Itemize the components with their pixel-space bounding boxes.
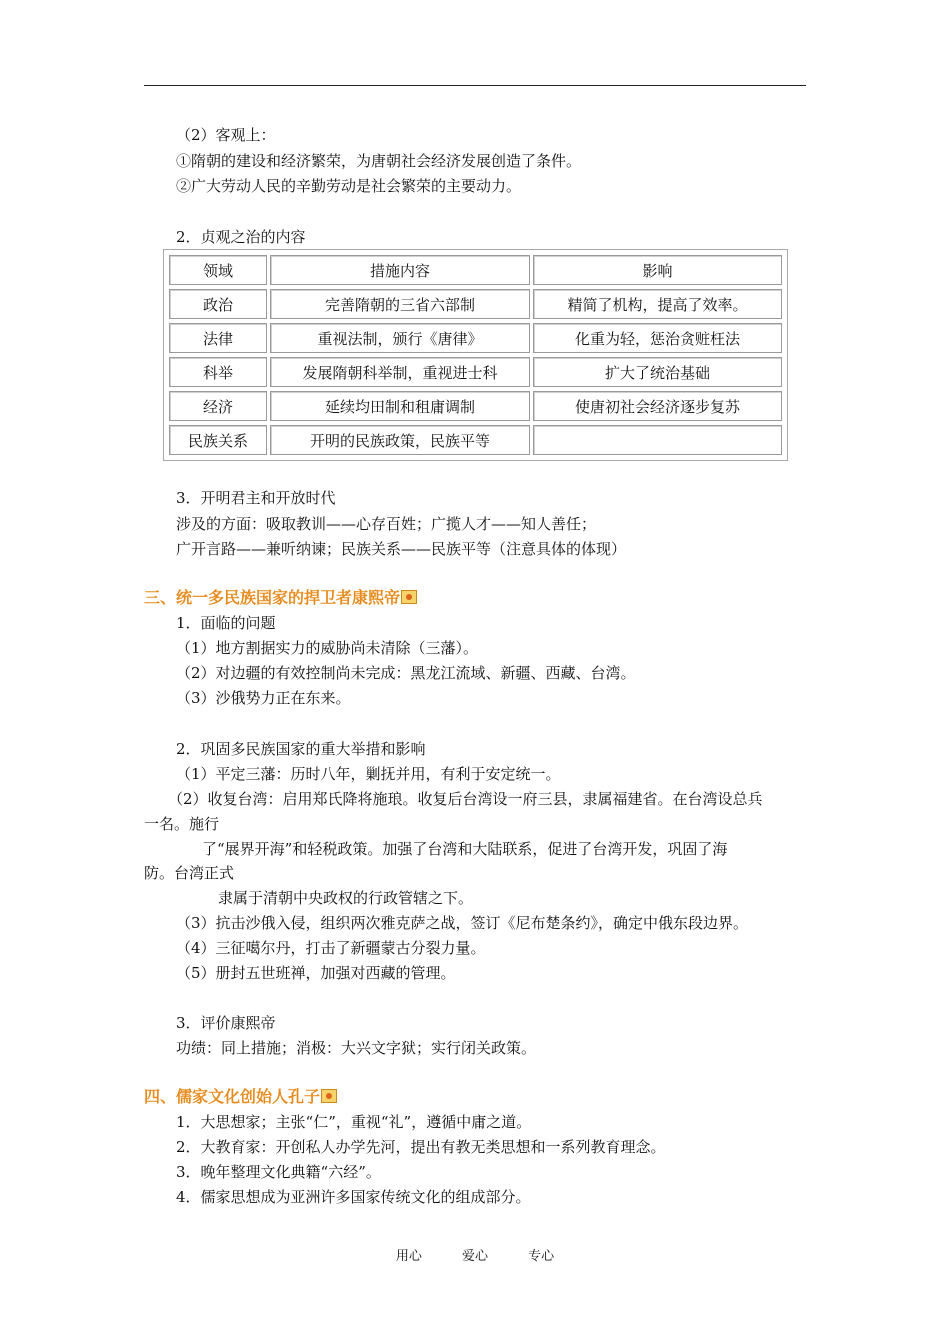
section-heading-kongzi [144,1086,337,1108]
table-cell: 延续均田制和租庸调制 [270,391,530,421]
kangxi-p1-item: （1）地方割据实力的威胁尚未清除（三藩）。 [176,639,479,657]
kaiming-title: 3．开明君主和开放时代 [176,489,336,507]
kangxi-p1-item: （3）沙俄势力正在东来。 [176,689,351,707]
table-cell: 精简了机构，提高了效率。 [533,289,782,319]
kangxi-p2-item: （3）抗击沙俄入侵，组织两次雅克萨之战，签订《尼布楚条约》，确定中俄东段边界。 [176,914,749,932]
line-objective: （2）客观上： [176,126,276,144]
page-footer [0,1248,950,1266]
table-cell: 法律 [169,323,267,353]
kangxi-p2-item: 隶属于清朝中央政权的行政管辖之下。 [218,889,474,907]
table-cell: 化重为轻，惩治贪赃枉法 [533,323,782,353]
zhenguan-title: 2．贞观之治的内容 [176,228,306,246]
kangxi-p2-item: 了“展界开海”和轻税政策。加强了台湾和大陆联系，促进了台湾开发，巩固了海 [202,840,728,858]
section-heading-text: 三、统一多民族国家的捍卫者康熙帝 [144,588,401,607]
zhenguan-table [163,249,788,461]
table-cell: 使唐初社会经济逐步复苏 [533,391,782,421]
kangxi-p2-item: （1）平定三藩：历时八年，剿抚并用，有利于安定统一。 [176,765,561,783]
kangxi-p1-item: （2）对边疆的有效控制尚未完成：黑龙江流域、新疆、西藏、台湾。 [176,664,636,682]
footer-word: 专心 [528,1249,555,1264]
footer-word: 用心 [395,1249,422,1264]
section-heading-kangxi [144,587,417,609]
table-header-cell: 措施内容 [270,255,530,285]
kangxi-p3-title: 3．评价康熙帝 [176,1014,276,1032]
kongzi-item: 2．大教育家：开创私人办学先河，提出有教无类思想和一系列教育理念。 [176,1138,666,1156]
table-cell: 民族关系 [169,425,267,455]
section-heading-text: 四、儒家文化创始人孔子 [144,1087,321,1106]
section-flower-icon [321,1089,337,1103]
table-cell [533,425,782,455]
kaiming-line-1: 涉及的方面：吸取教训——心存百姓；广揽人才——知人善任； [176,515,597,533]
kongzi-item: 1．大思想家；主张“仁”，重视“礼”，遵循中庸之道。 [176,1113,532,1131]
table-cell: 发展隋朝科举制，重视进士科 [270,357,530,387]
table-cell: 完善隋朝的三省六部制 [270,289,530,319]
footer-word: 爱心 [461,1249,488,1264]
kaiming-line-2: 广开言路——兼听纳谏；民族关系——民族平等（注意具体的体现） [176,540,627,558]
kangxi-p1-title: 1．面临的问题 [176,614,276,632]
table-cell: 科举 [169,357,267,387]
table-header-cell: 影响 [533,255,782,285]
line-labor-people: ②广大劳动人民的辛勤劳动是社会繁荣的主要动力。 [176,177,522,195]
kangxi-p2-item: 一名。施行 [144,815,220,833]
table-cell: 政治 [169,289,267,319]
kongzi-item: 4．儒家思想成为亚洲许多国家传统文化的组成部分。 [176,1188,531,1206]
kangxi-p2-item: （5）册封五世班禅，加强对西藏的管理。 [176,964,456,982]
section-flower-icon [401,590,417,604]
table-cell: 经济 [169,391,267,421]
header-rule [144,85,806,86]
kongzi-item: 3．晚年整理文化典籍“六经”。 [176,1163,381,1181]
table-header-cell: 领域 [169,255,267,285]
kangxi-p2-item: （2）收复台湾：启用郑氏降将施琅。收复后台湾设一府三县，隶属福建省。在台湾设总兵 [168,790,763,808]
kangxi-p2-item: （4）三征噶尔丹，打击了新疆蒙古分裂力量。 [176,939,486,957]
kangxi-p2-title: 2．巩固多民族国家的重大举措和影响 [176,740,426,758]
table-cell: 扩大了统治基础 [533,357,782,387]
table-cell: 重视法制，颁行《唐律》 [270,323,530,353]
line-sui-foundation: ①隋朝的建设和经济繁荣，为唐朝社会经济发展创造了条件。 [176,152,582,170]
kangxi-p2-item: 防。台湾正式 [144,864,235,882]
table-cell: 开明的民族政策，民族平等 [270,425,530,455]
kangxi-p3-item: 功绩：同上措施；消极：大兴文字狱；实行闭关政策。 [176,1039,537,1057]
